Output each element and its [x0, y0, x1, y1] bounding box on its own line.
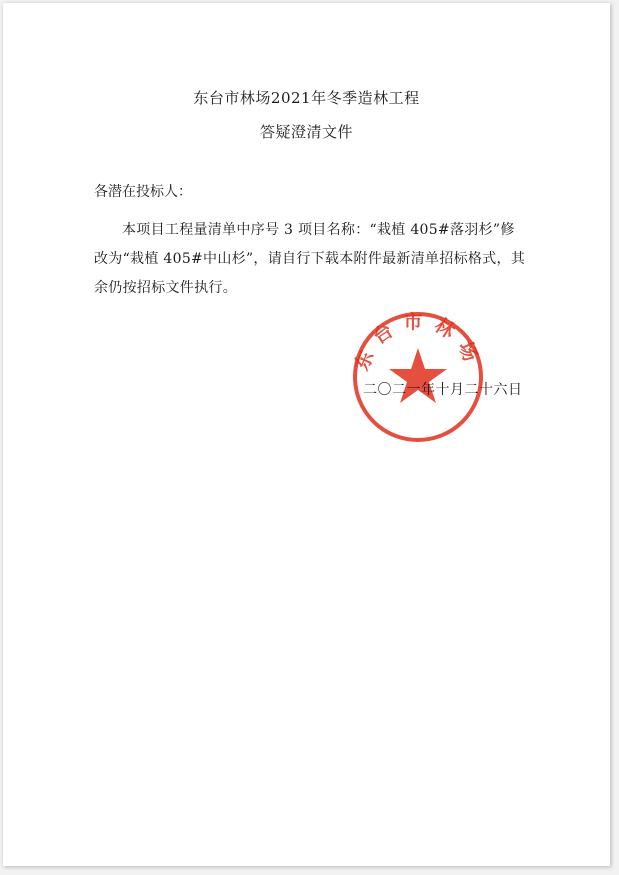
document-title: 东台市林场2021年冬季造林工程 — [193, 89, 420, 107]
document-subtitle: 答疑澄清文件 — [259, 123, 353, 141]
seal-text: 东台市林场 — [350, 311, 486, 374]
body-paragraph: 本项目工程量清单中序号 3 项目名称：“栽植 405#落羽杉”修改为“栽植 405#中山杉”，请自行下载本附件最新清单招标格式，其余仍按招标文件执行。 — [94, 222, 526, 296]
document-page — [3, 3, 610, 866]
official-seal-icon — [349, 308, 487, 446]
issue-date: 二〇二一年十月二十六日 — [363, 382, 523, 398]
salutation: 各潜在投标人： — [94, 184, 192, 200]
